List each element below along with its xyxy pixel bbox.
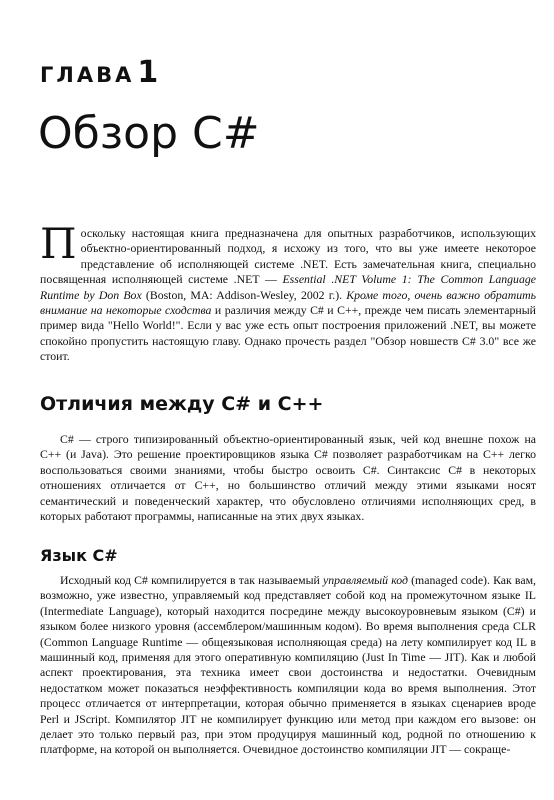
language-text-b: (managed code). Как вам, возможно, уже известно, управляемый код представляет собой код на промежуточном языке IL (Intermediate Language), который находится посредине между высокоуровневым языком (C#) и языком более низкого уровня (ассемблером/машинным кодом). Во время выполнения среда CLR (Common Language Runtime — общеязыковая исполняющая среда) на лету компилирует код IL в машинный код, применяя для этого оперативную компиляцию (Just In Time — JIT). Как и любой аспект проектирования, эта техника имеет свои достоинства и недостатки. Очевидным недостатком может показаться неэффективность компиляции кода во время выполнения. Этот процесс отличается от интерпретации, которая обычно применяется в языках сценариев вроде Perl и JScript. Компилятор JIT не компилирует функцию или метод при каждом его вызове: он делает это только первый раз, при этом продуцируя машинный код, родной по отношению к платформе, на которой он выполняется. Очевидное достоинство компиляции JIT — сокраще- [40, 573, 536, 757]
drop-cap: П [40, 219, 77, 268]
intro-section [40, 219, 537, 365]
intro-text-a: оскольку настоящая книга предназначена для опытных разработчиков, использующих объектно-ориентированный подход, я исхожу из того, что вы уже имеете некоторое представление об исполняющей системе .NET. Есть замечательная книга, специально посвященная исполняющей системе .NET — [40, 226, 536, 287]
section-heading-language: Язык C# [40, 546, 118, 565]
chapter-label-text: ГЛАВА [40, 63, 135, 87]
intro-book-title: Essential .NET Volume 1: The Common Language Runtime by Don Box [40, 272, 536, 302]
differences-section [40, 432, 536, 524]
chapter-title: Обзор C# [38, 108, 260, 159]
intro-text-b: (Boston, MA: Addison-Wesley, 2002 г.). [141, 287, 347, 302]
language-term: управляемый код [323, 573, 408, 587]
language-paragraph [40, 573, 536, 758]
chapter-label [40, 55, 159, 90]
intro-text-c: и различия между C# и C++, прежде чем писать элементарный пример вида "Hello World!". Если у вас уже есть опыт построения приложений .NET, вы можете спокойно пропустить настоящую главу. Однако прочесть раздел "Обзор новшеств C# 3.0" все же стоит. [40, 303, 536, 364]
differences-paragraph: C# — строго типизированный объектно-ориентированный язык, чей код внешне похож на C++ (и Java). Это решение проектировщиков языка C# позволяет разработчикам на C++ легко воспользоваться своими знаниями, чтобы быстро освоить C#. Синтаксис C# в некоторых отношениях отличается от C++, но большинство отличий между этими языками носят семантический и поведенческий характер, что обусловлено отличиями исполняющих сред, в которых работают программы, написанные на этих двух языках. [40, 432, 536, 524]
language-text-a: Исходный код C# компилируется в так называемый [60, 573, 324, 587]
section-heading-differences: Отличия между C# и C++ [40, 393, 324, 415]
intro-emphasis: Кроме того, очень важно обратить внимание на некоторые сходства [40, 287, 537, 318]
intro-paragraph [40, 219, 537, 365]
chapter-number: 1 [137, 55, 159, 90]
language-section [40, 573, 536, 758]
